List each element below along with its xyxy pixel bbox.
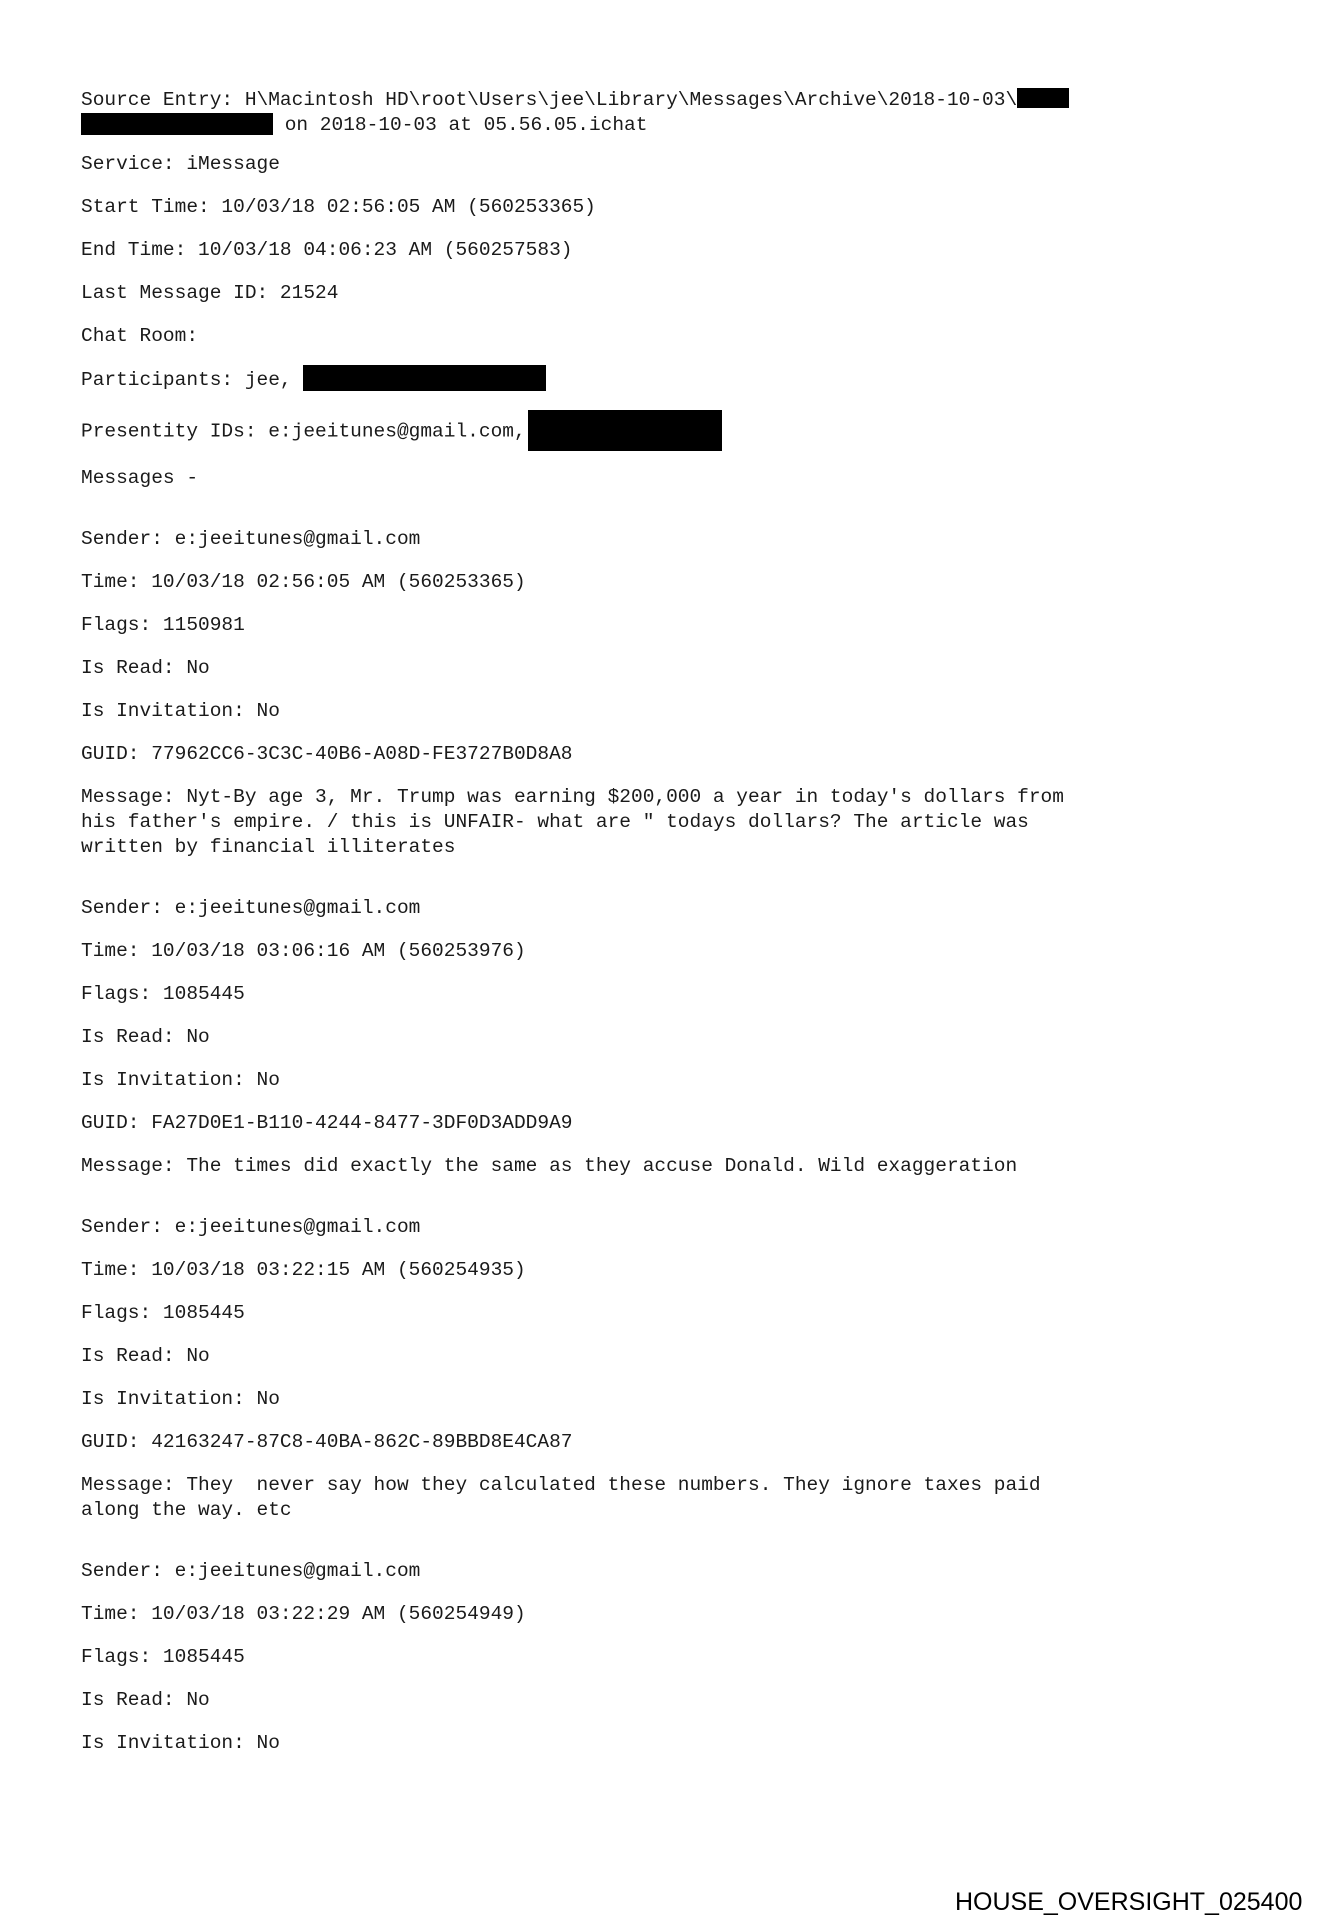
redaction-block <box>81 113 273 135</box>
is-read-line: Is Read: No <box>81 1689 210 1712</box>
flags-line: Flags: 1085445 <box>81 1646 245 1669</box>
document-body <box>81 88 1261 1774</box>
source-entry-label: Source Entry: <box>81 89 245 111</box>
last-message-id-line: Last Message ID: 21524 <box>81 282 339 304</box>
is-invitation-line: Is Invitation: No <box>81 1069 280 1092</box>
is-read-line: Is Read: No <box>81 1345 210 1368</box>
messages-label: Messages - <box>81 467 199 490</box>
guid-line: GUID: FA27D0E1-B110-4244-8477-3DF0D3ADD9A9 <box>81 1112 573 1135</box>
redaction-block <box>303 365 546 391</box>
message-record <box>81 896 1261 1179</box>
start-time-line: Start Time: 10/03/18 02:56:05 AM (560253365) <box>81 196 596 218</box>
bates-number: HOUSE_OVERSIGHT_025400 <box>955 1888 1303 1916</box>
flags-line: Flags: 1085445 <box>81 1302 245 1325</box>
is-invitation-line: Is Invitation: No <box>81 700 280 723</box>
message-record <box>81 1215 1261 1523</box>
message-record <box>81 527 1261 860</box>
service-line: Service: iMessage <box>81 153 280 175</box>
time-line: Time: 10/03/18 03:22:15 AM (560254935) <box>81 1259 526 1282</box>
is-read-line: Is Read: No <box>81 1026 210 1049</box>
source-entry-path: H\Macintosh HD\root\Users\jee\Library\Messages\Archive\2018-10-03\ <box>244 89 1018 111</box>
guid-line: GUID: 42163247-87C8-40BA-862C-89BBD8E4CA87 <box>81 1431 573 1454</box>
presentity-ids-text: Presentity IDs: e:jeeitunes@gmail.com, <box>81 420 526 443</box>
chat-room-line: Chat Room: <box>81 325 199 347</box>
is-invitation-line: Is Invitation: No <box>81 1388 280 1411</box>
time-line: Time: 10/03/18 02:56:05 AM (560253365) <box>81 571 526 594</box>
guid-line: GUID: 77962CC6-3C3C-40B6-A08D-FE3727B0D8A8 <box>81 743 573 766</box>
sender-line: Sender: e:jeeitunes@gmail.com <box>81 1560 421 1583</box>
message-text: Message: Nyt-By age 3, Mr. Trump was earning $200,000 a year in today's dollars from his father's empire. / this is UNFAIR- what are " todays dollars? The article was written by financial illiterates <box>81 786 1064 859</box>
message-text: Message: They never say how they calculated these numbers. They ignore taxes paid along the way. etc <box>81 1474 1041 1522</box>
source-entry-suffix: on 2018-10-03 at 05.56.05.ichat <box>273 114 648 136</box>
participants-text: Participants: jee, <box>81 369 304 392</box>
is-read-line: Is Read: No <box>81 657 210 680</box>
redaction-block <box>1017 88 1069 108</box>
flags-line: Flags: 1150981 <box>81 614 245 637</box>
is-invitation-line: Is Invitation: No <box>81 1732 280 1755</box>
time-line: Time: 10/03/18 03:22:29 AM (560254949) <box>81 1603 526 1626</box>
presentity-ids-line <box>81 411 1261 452</box>
message-record <box>81 1559 1261 1756</box>
end-time-line: End Time: 10/03/18 04:06:23 AM (560257583) <box>81 239 573 261</box>
flags-line: Flags: 1085445 <box>81 983 245 1006</box>
participants-line <box>81 367 1261 393</box>
sender-line: Sender: e:jeeitunes@gmail.com <box>81 897 421 920</box>
time-line: Time: 10/03/18 03:06:16 AM (560253976) <box>81 940 526 963</box>
redaction-block <box>528 410 722 451</box>
sender-line: Sender: e:jeeitunes@gmail.com <box>81 528 421 551</box>
message-text: Message: The times did exactly the same as they accuse Donald. Wild exaggeration <box>81 1155 1018 1178</box>
source-entry <box>81 88 1261 138</box>
sender-line: Sender: e:jeeitunes@gmail.com <box>81 1216 421 1239</box>
